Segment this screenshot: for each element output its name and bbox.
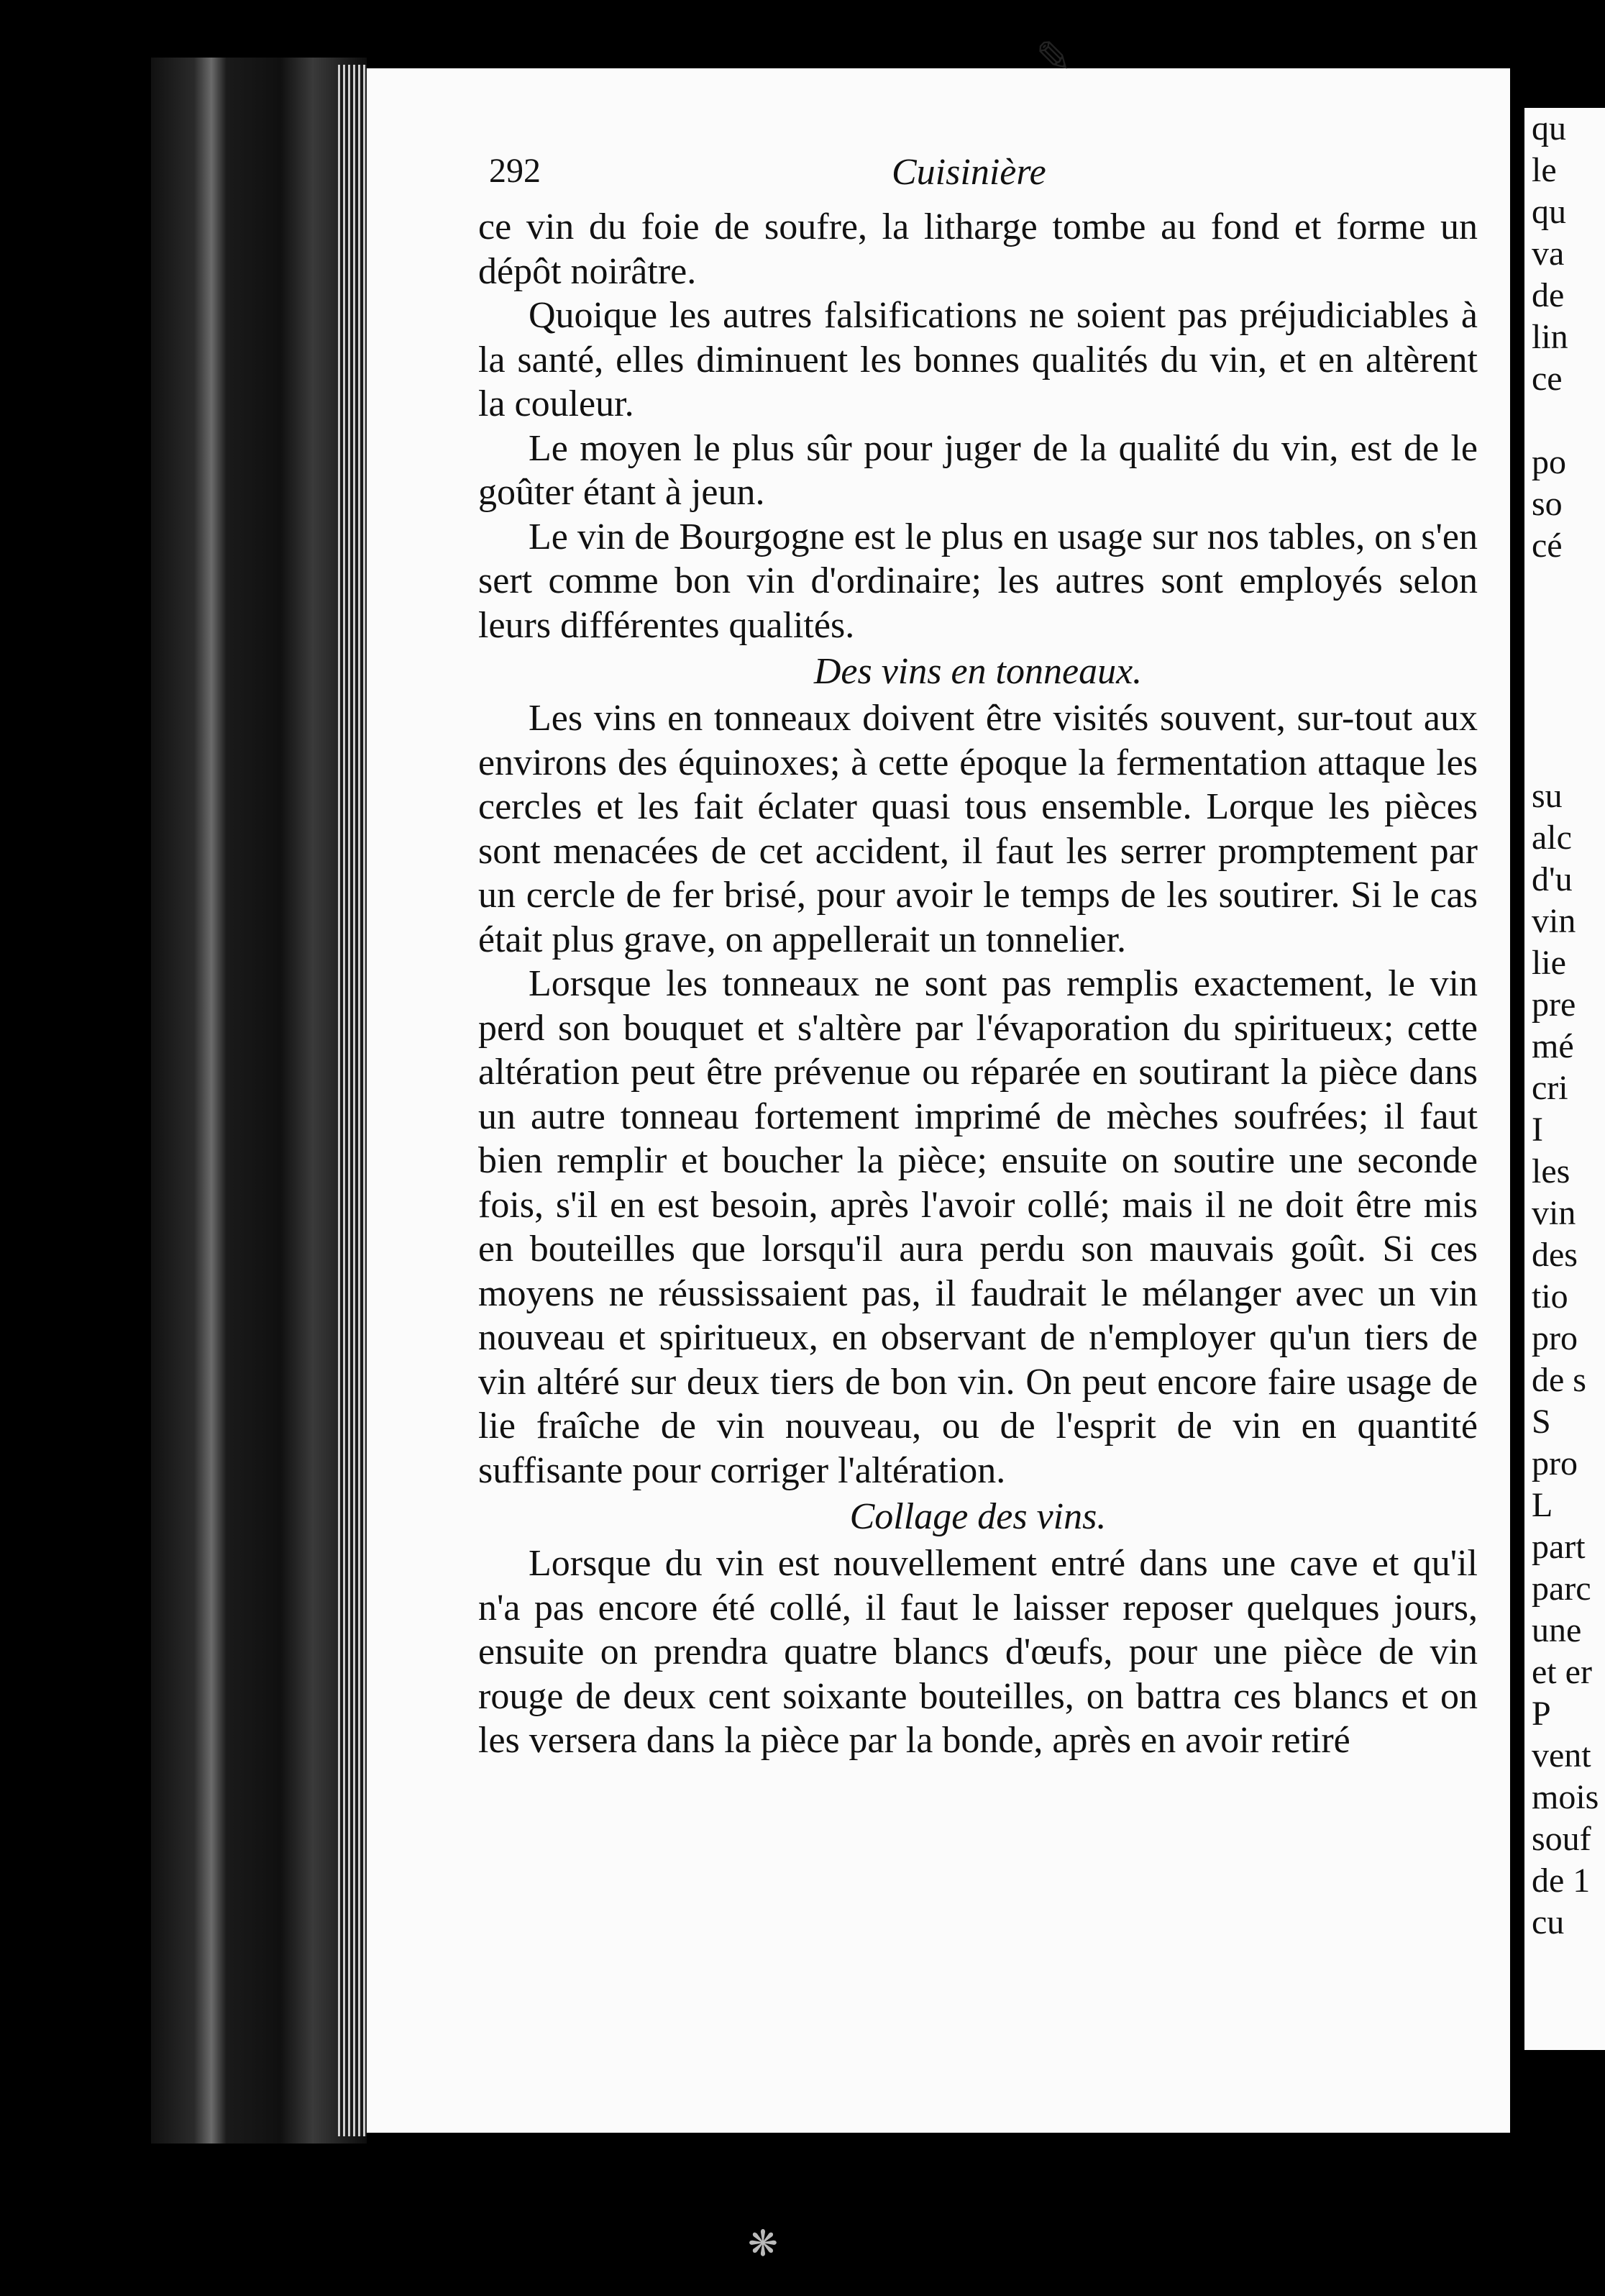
facing-page-fragment: alc: [1532, 819, 1572, 857]
facing-page-fragment: [1524, 650, 1605, 692]
facing-page-fragment: une: [1532, 1611, 1582, 1649]
page-number: 292: [489, 152, 541, 190]
facing-page-fragment: mé: [1532, 1027, 1574, 1065]
facing-page-fragment: vin: [1532, 902, 1576, 940]
facing-page-fragment: de s: [1532, 1361, 1586, 1399]
page-edges: [338, 65, 367, 2136]
facing-page-fragment: qu: [1532, 193, 1566, 231]
facing-page-fragment: mois: [1532, 1778, 1599, 1816]
page-header: [489, 151, 1496, 209]
facing-page-fragment: L: [1532, 1486, 1553, 1524]
ink-blot-mark: ❋: [748, 2223, 778, 2264]
running-head: Cuisinière: [892, 152, 1046, 193]
page-body: [478, 205, 1478, 1763]
facing-page-fragment: po: [1532, 443, 1566, 481]
facing-page-fragment: su: [1532, 777, 1563, 815]
body-paragraph: Le moyen le plus sûr pour juger de la qualité du vin, est de le goûter étant à jeun.: [478, 427, 1478, 513]
ink-blot-mark: ✎: [1035, 34, 1072, 81]
facing-page-fragment: [1524, 692, 1605, 734]
facing-page-fragment: qu: [1532, 109, 1566, 147]
facing-page-fragment: souf: [1532, 1820, 1591, 1858]
facing-page-fragment: tio: [1532, 1277, 1568, 1316]
section-heading: Collage des vins.: [849, 1496, 1107, 1537]
facing-page-fragment: d'u: [1532, 860, 1573, 898]
body-paragraph: Quoique les autres falsifications ne soient pas préjudiciables à la santé, elles diminuent les bonnes qualités du vin, et en altèrent la couleur.: [478, 295, 1478, 424]
facing-page-fragment: vin: [1532, 1194, 1576, 1232]
facing-page-fragment: va: [1532, 234, 1565, 273]
body-paragraph: ce vin du foie de soufre, la litharge tombe au fond et forme un dépôt noirâtre.: [478, 206, 1478, 292]
facing-page-fragment: lie: [1532, 944, 1566, 982]
body-paragraph: Lorsque les tonneaux ne sont pas remplis exactement, le vin perd son bouquet et s'altère par l'évaporation du spiritueux; cette altération peut être prévenue ou réparée en soutirant la pièce dans un autre tonneau fortement imprimé de mèches soufrées; il faut bien remplir et boucher la pièce; ensuite on soutire une seconde fois, s'il en est besoin, après l'avoir collé; mais il ne doit être mis en bouteilles que lorsqu'il aura perdu son mauvais goût. Si ces moyens ne réussissaient pas, il faudrait le mélanger avec un vin nouveau et spiritueux, en observant de n'employer qu'un tiers de vin altéré sur deux tiers de bon vin. On peut encore faire usage de lie fraîche de vin nouveau, ou de l'esprit de vin en quantité suffisante pour corriger l'altération.: [478, 963, 1478, 1491]
facing-page-fragment: les: [1532, 1152, 1570, 1190]
body-paragraph: Les vins en tonneaux doivent être visités souvent, sur-tout aux environs des équinoxes; à cette époque la fermentation attaque les cercles et les fait éclater quasi tous ensemble. Lorque les pièces sont menacées de cet accident, il faut les serrer promptement par un cercle de fer brisé, pour avoir le temps de les soutirer. Si le cas était plus grave, on appellerait un tonnelier.: [478, 698, 1478, 960]
facing-page-fragment: [1524, 400, 1605, 442]
book-spine: [151, 58, 367, 2144]
facing-page-fragment: lin: [1532, 318, 1568, 356]
facing-page-fragment: cé: [1532, 527, 1563, 565]
facing-page-fragment: so: [1532, 485, 1563, 523]
facing-page-fragment: de 1: [1532, 1862, 1591, 1900]
facing-page-fragment: parc: [1532, 1570, 1591, 1608]
facing-page-fragment: ce: [1532, 360, 1563, 398]
facing-page-fragment: S: [1532, 1403, 1551, 1441]
facing-page-fragment: des: [1532, 1236, 1578, 1274]
facing-page-fragment: [1524, 734, 1605, 775]
facing-page-fragment: I: [1532, 1111, 1543, 1149]
facing-page-fragment: et er: [1532, 1653, 1592, 1691]
body-paragraph: Le vin de Bourgogne est le plus en usage sur nos tables, on s'en sert comme bon vin d'ordinaire; les autres sont employés selon leurs différentes qualités.: [478, 516, 1478, 646]
facing-page-fragment: cu: [1532, 1903, 1565, 1941]
facing-page-fragment: pre: [1532, 985, 1576, 1024]
facing-page-fragment: pro: [1532, 1444, 1578, 1482]
facing-page-fragment: le: [1532, 151, 1557, 189]
facing-page-fragment: de: [1532, 276, 1565, 314]
section-heading: Des vins en tonneaux.: [813, 651, 1143, 692]
facing-page-fragment: cri: [1532, 1069, 1568, 1107]
facing-page-fragment: pro: [1532, 1319, 1578, 1357]
facing-page-fragment: part: [1532, 1528, 1586, 1566]
facing-page-fragment: vent: [1532, 1736, 1591, 1775]
facing-page-fragment: [1524, 567, 1605, 609]
facing-page-fragment: P: [1532, 1695, 1551, 1733]
facing-page-edge: [1524, 108, 1605, 2050]
body-paragraph: Lorsque du vin est nouvellement entré dans une cave et qu'il n'a pas encore été collé, il faut le laisser reposer quelques jours, ensuite on prendra quatre blancs d'œufs, pour une pièce de vin rouge de deux cent soixante bouteilles, on battra ces blancs et on les versera dans la pièce par la bonde, après en avoir retiré: [478, 1543, 1478, 1761]
facing-page-fragment: [1524, 609, 1605, 650]
